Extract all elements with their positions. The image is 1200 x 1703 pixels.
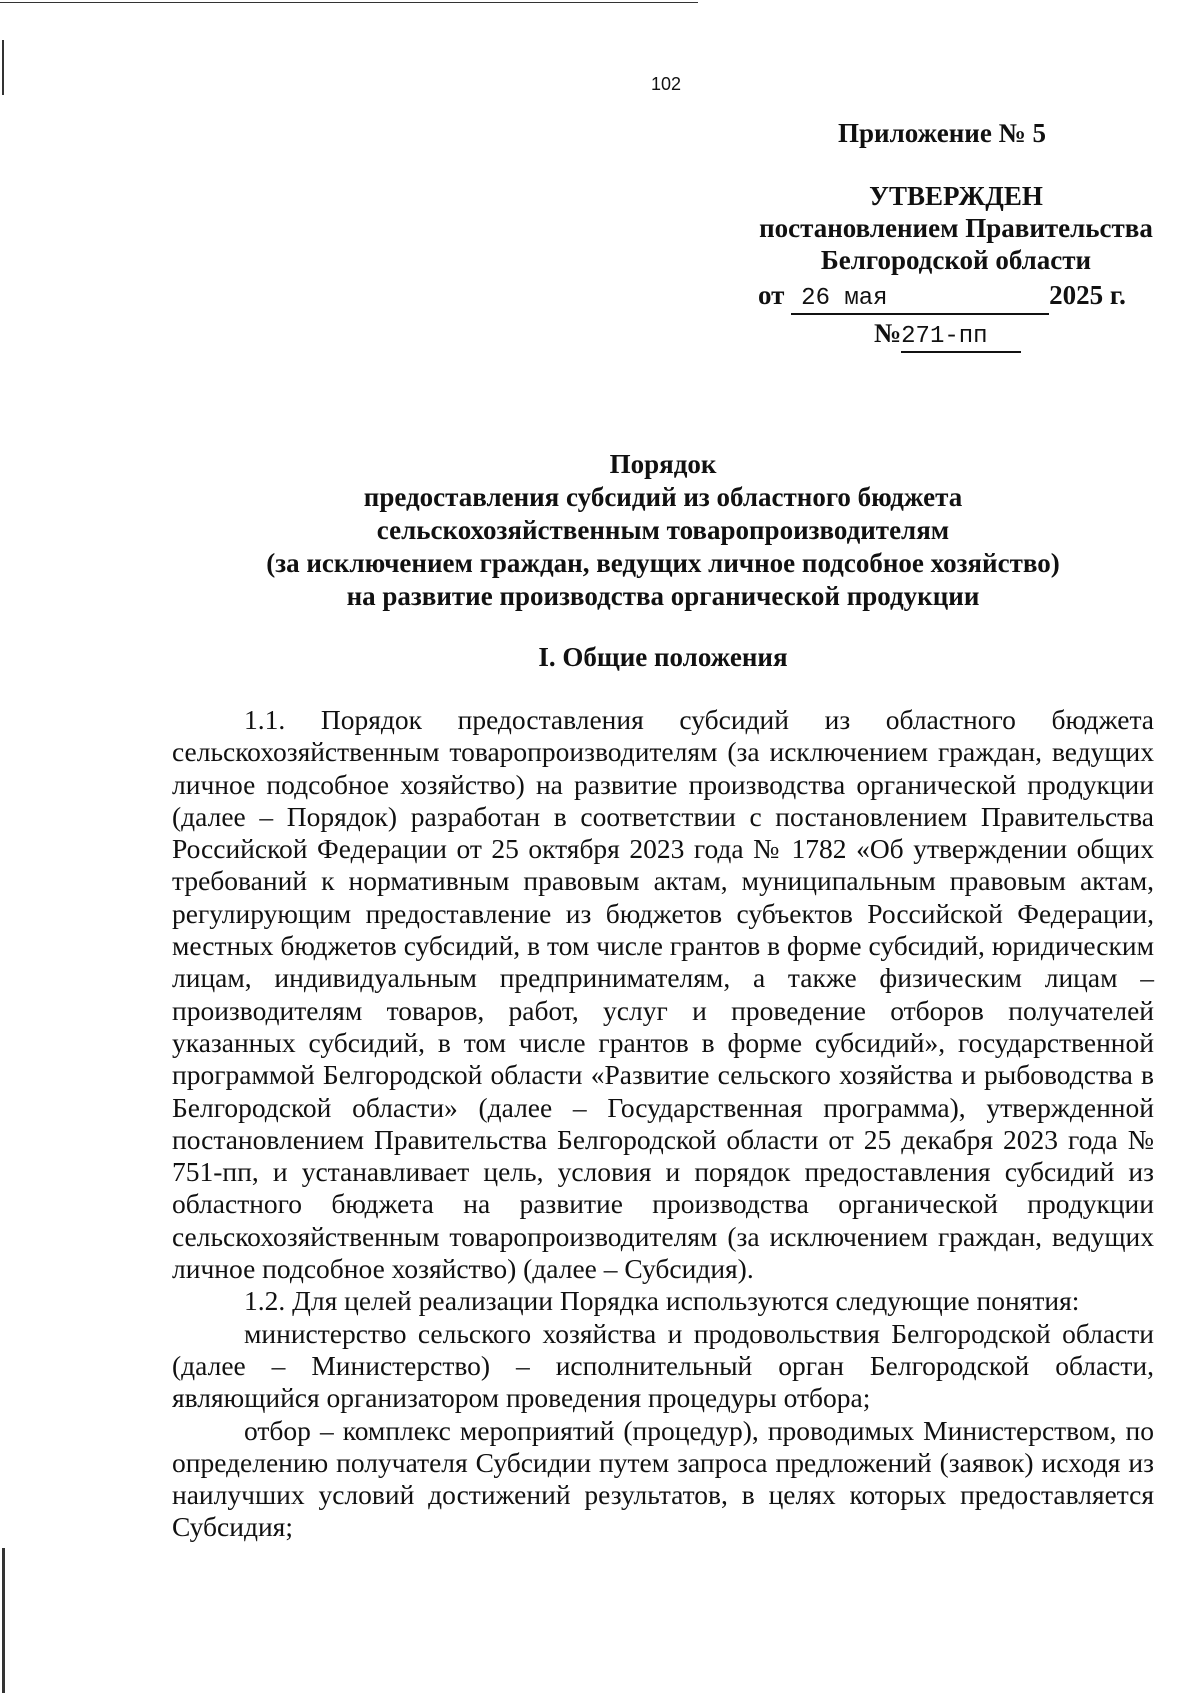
approval-number — [874, 318, 1021, 353]
title-line-1: Порядок — [609, 449, 717, 479]
paragraph-ministry-definition: министерство сельского хозяйства и продовольствия Белгородской области (далее – Министерство) – исполнительный орган Белгородской области, являющийся организатором проведения процедуры отбора; — [172, 1317, 1154, 1414]
body-text — [172, 704, 1154, 1544]
page-number: 102 — [650, 74, 682, 94]
appendix-label: Приложение № 5 — [838, 118, 1046, 148]
paragraph-1-2: 1.2. Для целей реализации Порядка используются следующие понятия: — [244, 1285, 1080, 1317]
number-prefix: № — [874, 318, 902, 348]
document-title — [172, 448, 1154, 613]
approved-line-1: УТВЕРЖДЕН — [869, 181, 1043, 211]
number-value: 271-пп — [901, 323, 1021, 353]
approval-date — [758, 280, 1126, 315]
title-line-3: сельскохозяйственным товаропроизводителям — [376, 515, 950, 545]
paragraph-selection-definition: отбор – комплекс мероприятий (процедур), проводимых Министерством, по определению получателя Субсидии путем запроса предложений (заявок) исходя из наилучших условий достижений результатов, в целях которых предоставляется Субсидия; — [172, 1414, 1154, 1543]
scan-edge-top — [0, 2, 698, 3]
approved-line-2: постановлением Правительства — [759, 213, 1153, 243]
title-line-4: (за исключением граждан, ведущих личное подсобное хозяйство) — [266, 548, 1060, 578]
scan-edge-left-bottom — [2, 1548, 5, 1693]
approved-line-3: Белгородской области — [820, 245, 1092, 275]
paragraph-1-1: 1.1. Порядок предоставления субсидий из областного бюджета сельскохозяйственным товаропроизводителям (за исключением граждан, ведущих личное подсобное хозяйство) на развитие производства органической продукции (далее – Порядок) разработан в соответствии с постановлением Правительства Российской Федерации от 25 октября 2023 года № 1782 «Об утверждении общих требований к нормативным правовым актам, муниципальным правовым актам, регулирующим предоставление из бюджетов субъектов Российской Федерации, местных бюджетов субсидий, в том числе грантов в форме субсидий, юридическим лицам, индивидуальным предпринимателям, а также физическим лицам – производителям товаров, работ, услуг и проведение отборов получателей указанных субсидий, в том числе грантов в форме субсидий», государственной программой Белгородской области «Развитие сельского хозяйства и рыбоводства в Белгородской области» (далее – Государственная программа), утвержденной постановлением Правительства Белгородской области от 25 декабря 2023 года № 751-пп, и устанавливает цель, условия и порядок предоставления субсидий из областного бюджета на развитие производства органической продукции сельскохозяйственным товаропроизводителям (за исключением граждан, ведущих личное подсобное хозяйство) (далее – Субсидия). — [172, 704, 1154, 1285]
approval-stamp — [726, 180, 1186, 276]
date-year: 2025 г. — [1049, 280, 1126, 310]
section-heading: I. Общие положения — [538, 642, 788, 672]
date-prefix: от — [758, 280, 785, 310]
title-line-5: на развитие производства органической продукции — [346, 581, 980, 611]
date-value: 26 мая — [791, 285, 1049, 315]
title-line-2: предоставления субсидий из областного бюджета — [363, 482, 963, 512]
